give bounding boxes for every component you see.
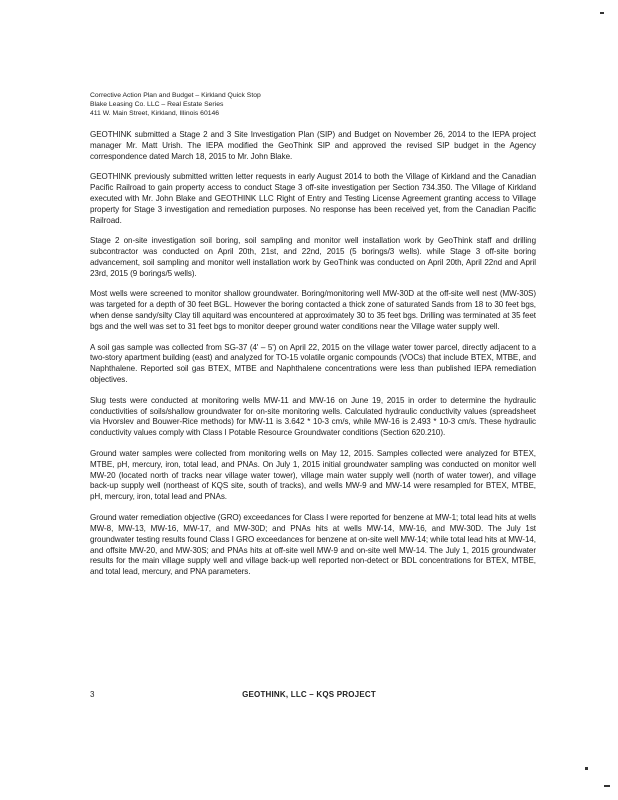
header-line-client: Blake Leasing Co. LLC – Real Estate Series	[90, 101, 224, 108]
header-line-report-title: Corrective Action Plan and Budget – Kirkland Quick Stop	[90, 92, 261, 99]
footer-title: GEOTHINK, LLC – KQS PROJECT	[242, 690, 376, 699]
paragraph-property-access: GEOTHINK previously submitted written letter requests in early August 2014 to both the Village of Kirkland and the Canadian Pacific Railroad to gain property access to conduct Stage 3 off-site investigation per Section 734.350. The Village of Kirkland executed with Mr. John Blake and GEOTHINK LLC Right of Entry and Testing License Agreement granting access to Village property for Stage 3 investigation and remediation purposes. No response has been received yet, from the Canadian Pacific Railroad.	[90, 172, 536, 225]
paragraph-gro-exceedances: Ground water remediation objective (GRO) exceedances for Class I were reported for benzene at MW-1; total lead hits at wells MW-8, MW-13, MW-16, MW-17, and MW-30D; and PNAs hits at wells MW-14, MW-16, and MW-30D. The July 1st groundwater testing results found Class I GRO exceedances for benzene at on-site well MW-14; while total lead hits at MW-14, and offsite MW-20, and MW-30S; and PNAs hits at off-site well MW-9 and on-site well MW-14. The July 1, 2015 groundwater results for the main village supply well and village back-up well reported non-detect or BDL concentrations for BTEX, MTBE, and total lead, mercury, and PNA parameters.	[90, 512, 536, 577]
paragraph-soil-gas: A soil gas sample was collected from SG-37 (4' – 5') on April 22, 2015 on the village water tower parcel, directly adjacent to a two-story apartment building (east) and analyzed for TO-15 volatile organic compounds (VOCs) that include BTEX, MTBE, and Naphthalene. Reported soil gas BTEX, MTBE and Naphthalene concentrations were less than published IEPA remediation objectives.	[90, 342, 536, 385]
scan-speck	[604, 785, 610, 787]
paragraph-well-screening: Most wells were screened to monitor shallow groundwater. Boring/monitoring well MW-30D at the off-site well nest (MW-30S) was targeted for a depth of 30 feet BGL. However the boring contacted a thick zone of saturated Sands from 18 to 30 feet bgs, when dense sandy/silty Clay till aquitard was encountered at approximately 30 to 35 feet bgs. Drilling was terminated at 35 feet bgs and the well was set to 31 feet bgs to monitor deeper ground water conditions near the Village water supply well.	[90, 289, 536, 332]
paragraph-groundwater-sampling: Ground water samples were collected from monitoring wells on May 12, 2015. Samples collected were analyzed for BTEX, MTBE, pH, mercury, iron, total lead, and PNAs. On July 1, 2015 initial groundwater sampling was conducted on monitor well MW-20 (located north of tracks near village water tower), village main water supply well (north of water tower), and village back-up supply well (northeast of KQS site, south of tracks), and wells MW-9 and MW-14 were resampled for BTEX, MTBE, pH, mercury, iron, total lead and PNAs.	[90, 448, 536, 502]
scan-speck	[585, 767, 588, 770]
document-header	[90, 91, 490, 118]
paragraph-slug-tests: Slug tests were conducted at monitoring wells MW-11 and MW-16 on June 19, 2015 in order to determine the hydraulic conductivities of soils/shallow groundwater for on-site monitoring wells. Calculated hydraulic conductivity values (spreadsheet via Hvorslev and Bouwer-Rice methods) for MW-11 is 3.642 * 10-3 cm/s, while MW-16 is 2.493 * 10-3 cm/s. These hydraulic conductivity values comply with Class I Potable Resource Groundwater conditions (Section 620.210).	[90, 395, 536, 438]
document-body	[90, 130, 536, 588]
page-number: 3	[90, 690, 95, 699]
paragraph-stage-investigation: Stage 2 on-site investigation soil boring, soil sampling and monitor well installation work by GeoThink staff and drilling subcontractor was conducted on April 20th, 21st, and 22nd, 2015 (5 borings/3 wells). while Stage 3 off-site boring advancement, soil sampling and monitor well installation work by GeoThink was conducted on April 20th, April 22nd and April 23rd, 2015 (9 borings/5 wells).	[90, 236, 536, 278]
scan-speck	[600, 12, 604, 14]
paragraph-sip-submittal: GEOTHINK submitted a Stage 2 and 3 Site Investigation Plan (SIP) and Budget on November 26, 2014 to the IEPA project manager Mr. Matt Urish. The IEPA modified the GeoThink SIP and approved the revised SIP budget in the Agency correspondence dated March 18, 2015 to Mr. John Blake.	[90, 130, 536, 161]
header-line-address: 411 W. Main Street, Kirkland, Illinois 60146	[90, 110, 220, 117]
